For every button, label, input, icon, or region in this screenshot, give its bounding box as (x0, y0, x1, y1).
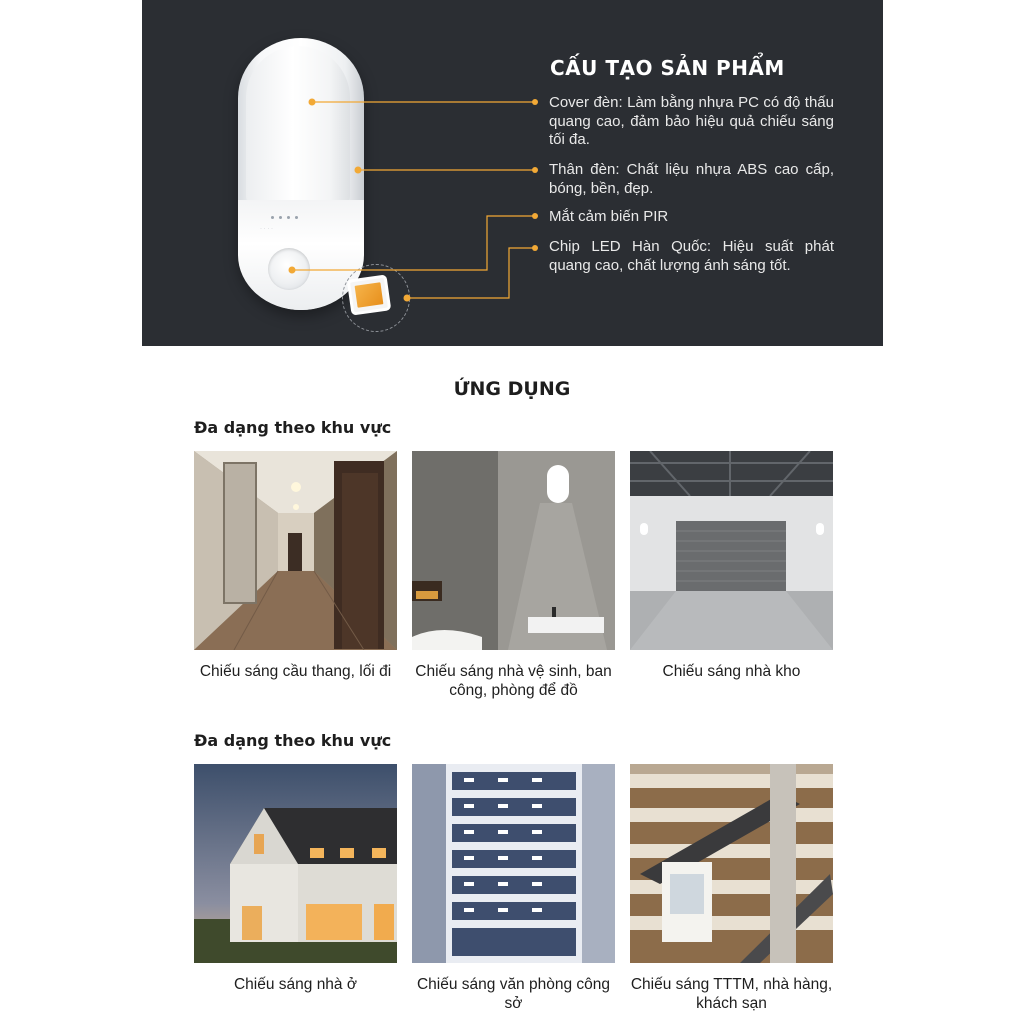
caption-hallway: Chiếu sáng cầu thang, lối đi (199, 663, 392, 680)
applications-title: ỨNG DỤNG (453, 378, 571, 400)
group-title-2: Đa dạng theo khu vực (194, 731, 392, 750)
caption-bathroom: Chiếu sáng nhà vệ sinh, ban công, phòng để đồ (415, 663, 612, 699)
callout-line-chip (407, 248, 535, 298)
callout-dot (289, 267, 296, 274)
office-photo (412, 764, 615, 963)
callout-line-pir (292, 216, 535, 270)
caption-mall: Chiếu sáng TTTM, nhà hàng, khách sạn (630, 976, 833, 1012)
group-title-1: Đa dạng theo khu vực (194, 418, 392, 437)
lamp-brand-mark: · · · · (260, 226, 273, 232)
note-led-chip: Chip LED Hàn Quốc: Hiệu suất phát quang cao, chất lượng ánh sáng tốt. (549, 238, 834, 274)
mall-photo (630, 764, 833, 963)
callout-dot (355, 167, 362, 174)
caption-office: Chiếu sáng văn phòng công sở (416, 976, 611, 1012)
callout-dot (532, 245, 538, 251)
note-cover: Cover đèn: Làm bằng nhựa PC có độ thấu quang cao, đảm bảo hiệu quả chiếu sáng tối đa. (549, 94, 834, 148)
callout-dot (309, 99, 316, 106)
bathroom-photo (412, 451, 615, 650)
callout-dot (532, 167, 538, 173)
callout-dot (532, 99, 538, 105)
warehouse-photo (630, 451, 833, 650)
product-structure-panel (142, 0, 883, 346)
structure-title: CẤU TẠO SẢN PHẨM (550, 56, 785, 80)
note-pir: Mắt cảm biến PIR (549, 208, 669, 225)
callout-dot (404, 295, 411, 302)
callout-dot (532, 213, 538, 219)
caption-warehouse: Chiếu sáng nhà kho (662, 663, 801, 680)
caption-house: Chiếu sáng nhà ở (233, 976, 358, 993)
note-body: Thân đèn: Chất liệu nhựa ABS cao cấp, bóng, bền, đẹp. (549, 161, 834, 197)
house-photo (194, 764, 397, 963)
hallway-photo (194, 451, 397, 650)
